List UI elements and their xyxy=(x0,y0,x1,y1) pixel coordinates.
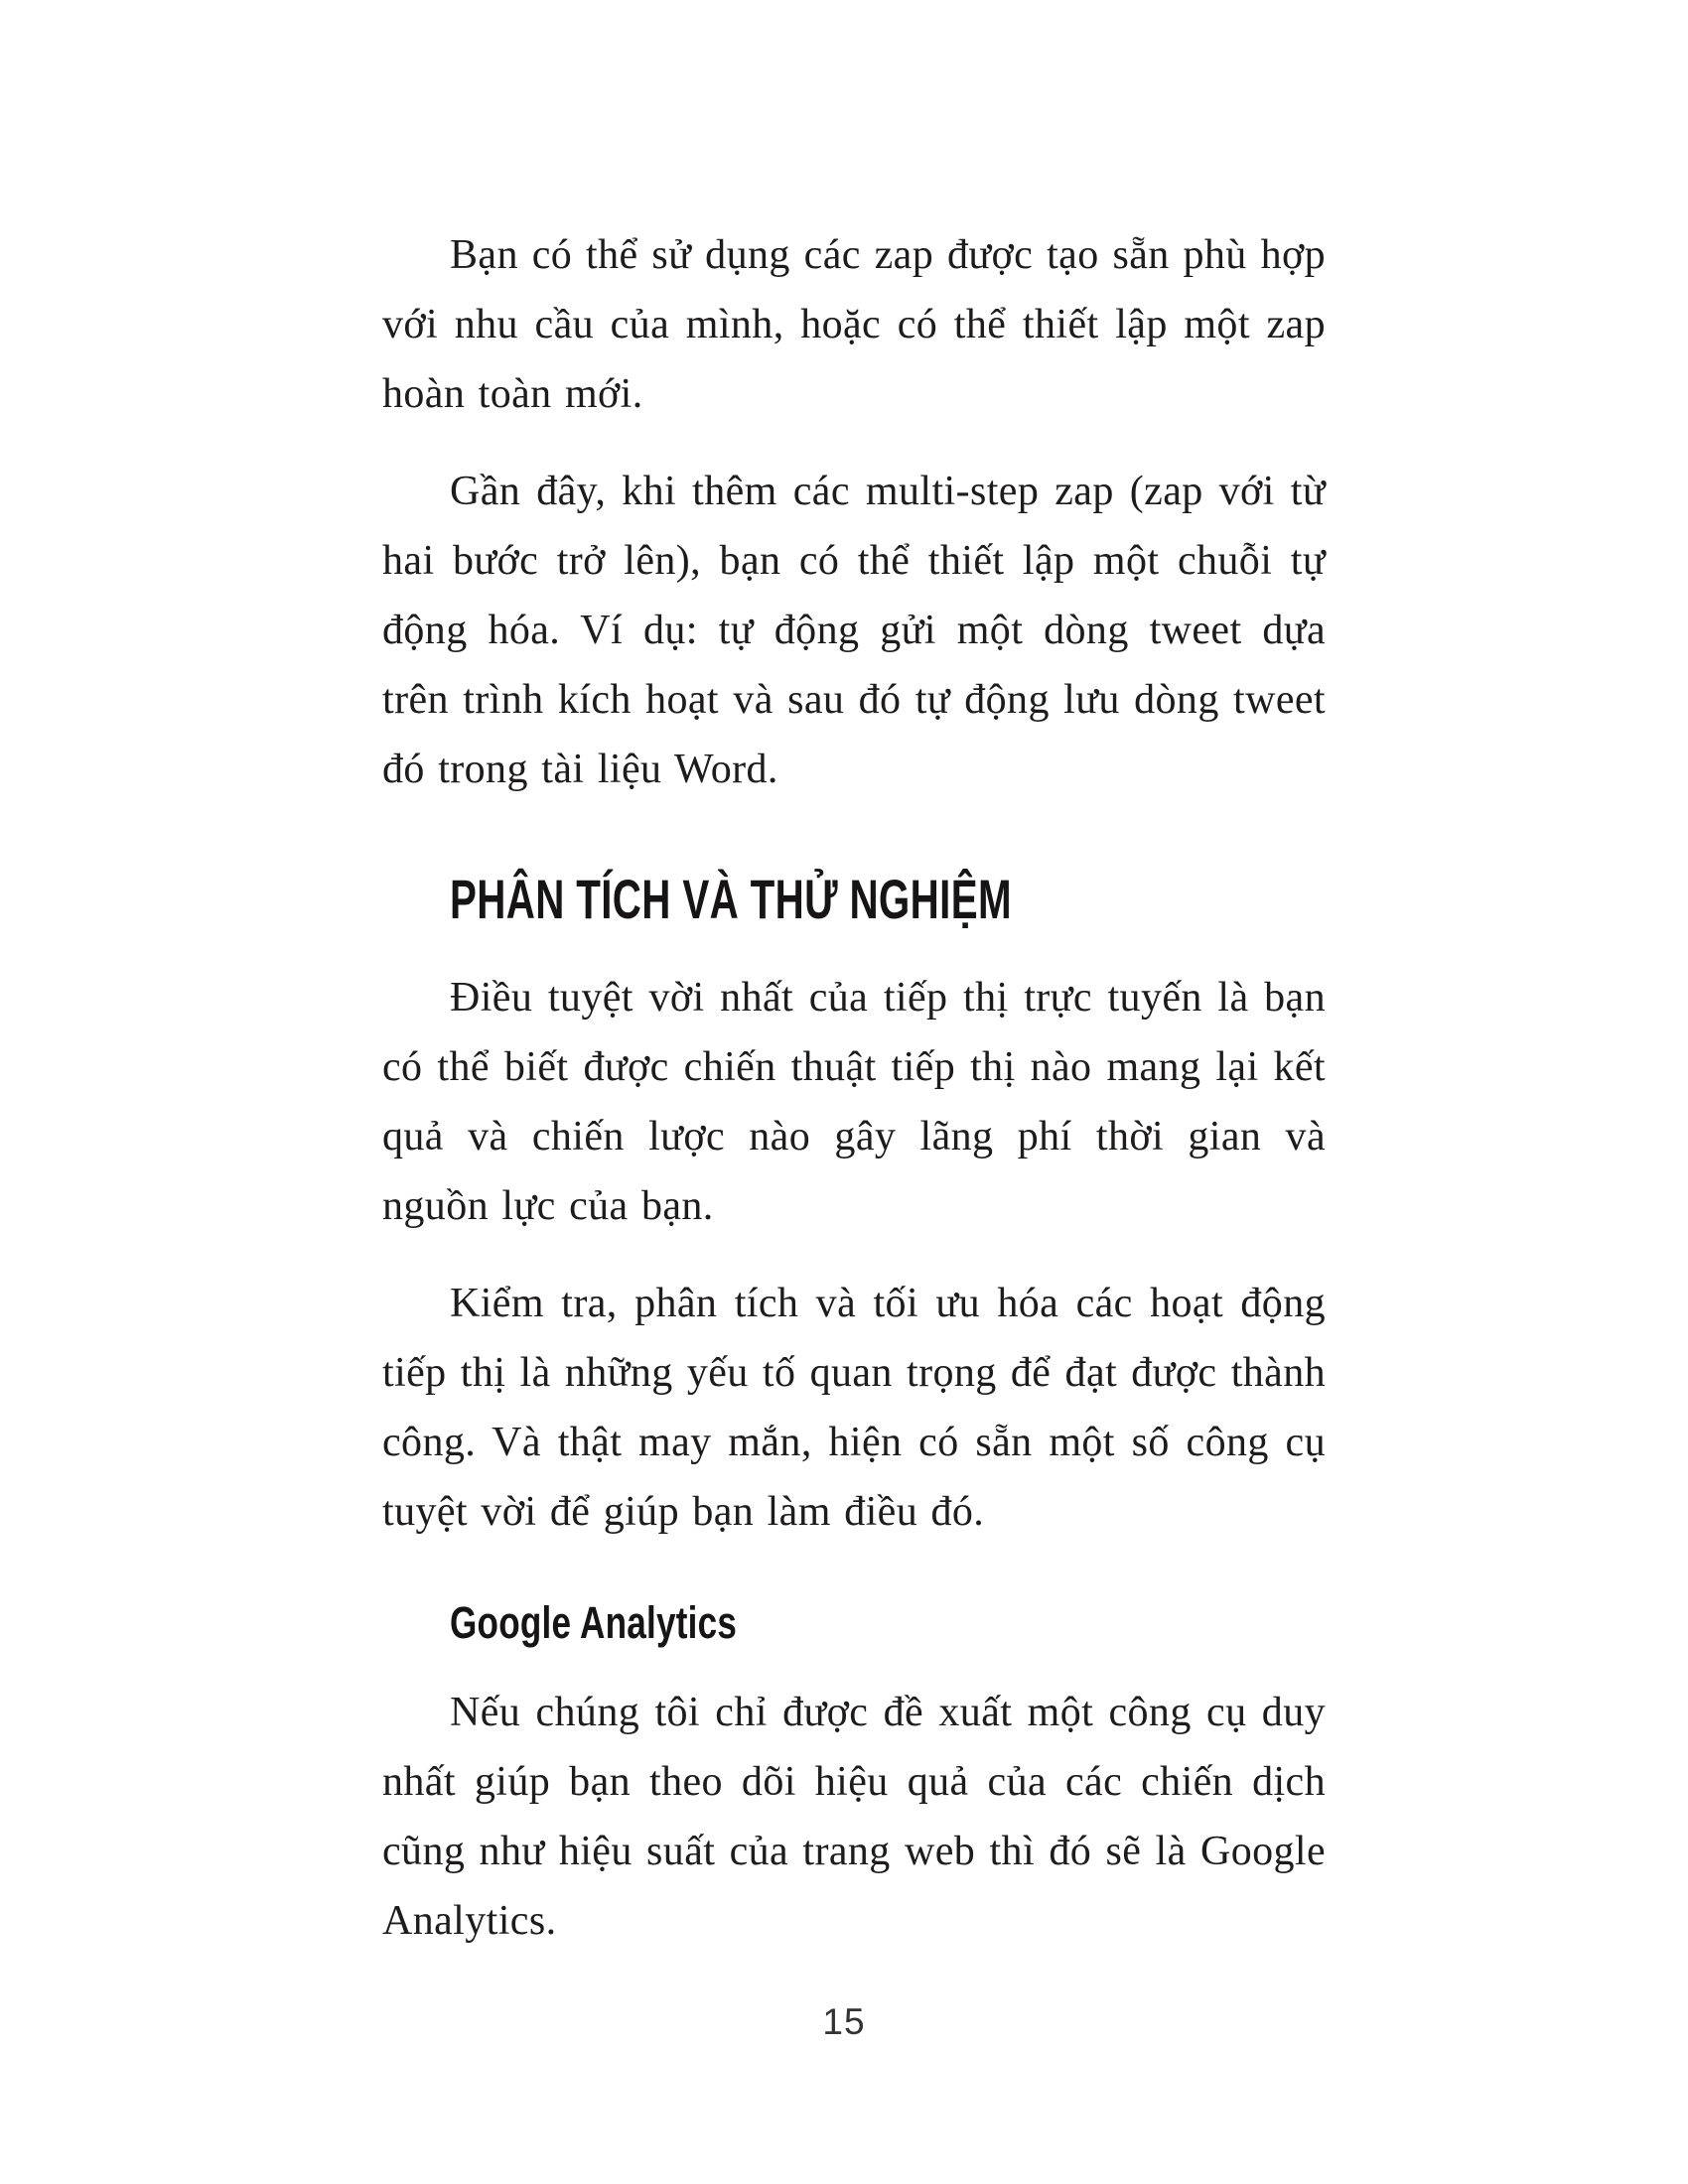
section-heading-phan-tich-va-thu-nghiem: PHÂN TÍCH VÀ THỬ NGHIỆM xyxy=(450,868,1012,930)
section-paragraph-1: Điều tuyệt vời nhất của tiếp thị trực tuyến là bạn có thể biết được chiến thuật tiếp thị nào mang lại kết quả và chiến lược nào gây lãng phí thời gian và nguồn lực của bạn. xyxy=(382,975,1326,1229)
section-paragraph-2: Kiểm tra, phân tích và tối ưu hóa các hoạt động tiếp thị là những yếu tố quan trọng để đạt được thành công. Và thật may mắn, hiện có sẵn một số công cụ tuyệt vời để giúp bạn làm điều đó. xyxy=(382,1281,1326,1535)
text-column xyxy=(382,220,1326,1956)
page-number: 15 xyxy=(822,2001,866,2042)
intro-paragraph-2: Gần đây, khi thêm các multi-step zap (zap với từ hai bước trở lên), bạn có thể thiết lập một chuỗi tự động hóa. Ví dụ: tự động gửi một dòng tweet dựa trên trình kích hoạt và sau đó tự động lưu dòng tweet đó trong tài liệu Word. xyxy=(382,469,1326,792)
subsection-paragraph-1: Nếu chúng tôi chỉ được đề xuất một công cụ duy nhất giúp bạn theo dõi hiệu quả của các chiến dịch cũng như hiệu suất của trang web thì đó sẽ là Google Analytics. xyxy=(382,1690,1326,1944)
subsection-heading-google-analytics: Google Analytics xyxy=(450,1597,738,1648)
intro-paragraph-1: Bạn có thể sử dụng các zap được tạo sẵn phù hợp với nhu cầu của mình, hoặc có thể thiết lập một zap hoàn toàn mới. xyxy=(382,232,1326,417)
